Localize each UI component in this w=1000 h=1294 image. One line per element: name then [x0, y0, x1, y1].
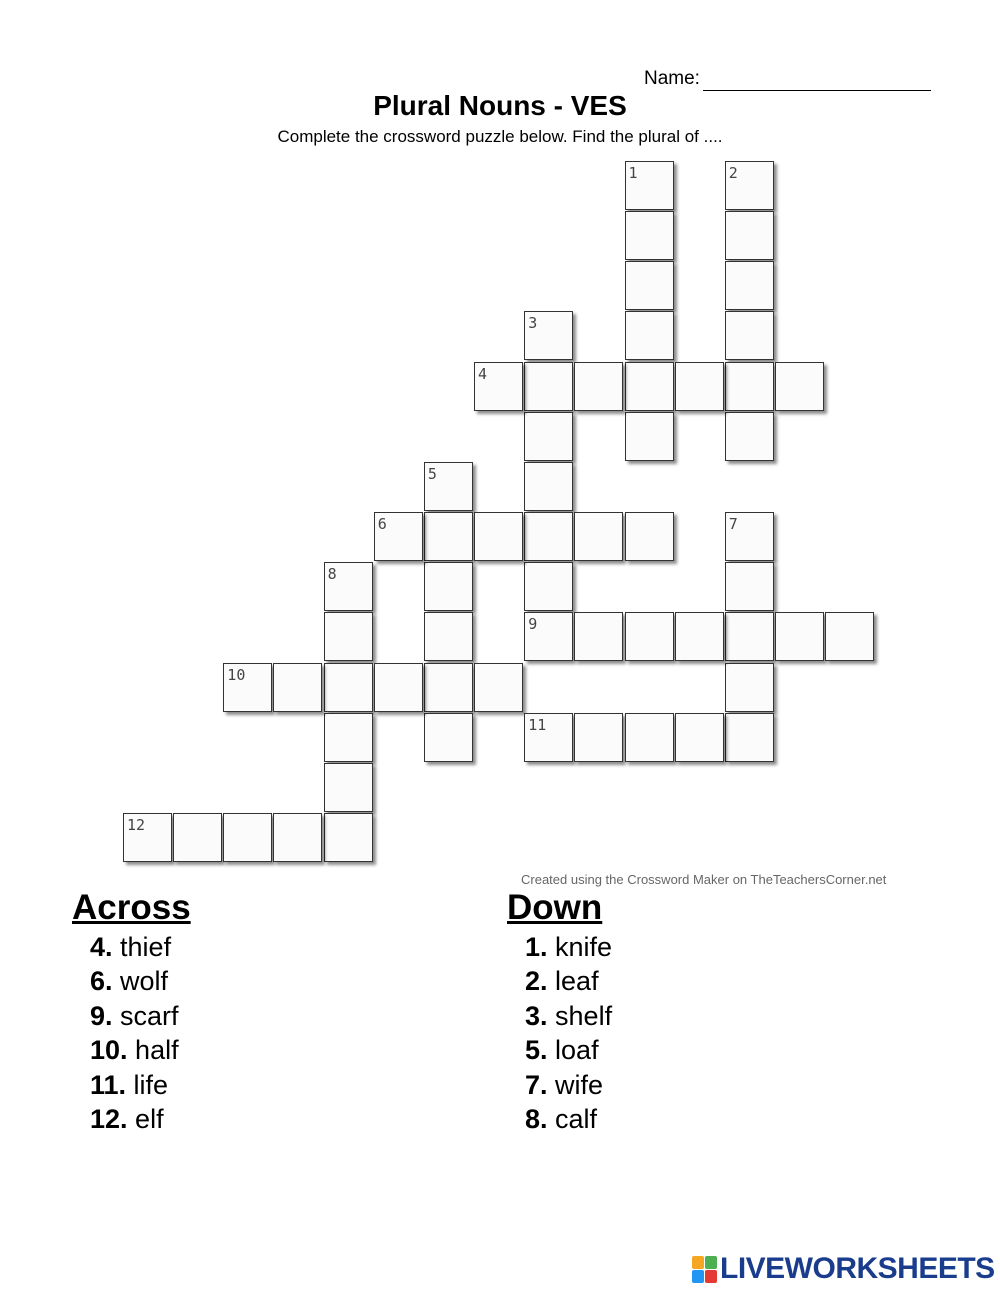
logo-text: LIVEWORKSHEETS [720, 1252, 995, 1285]
crossword-cell[interactable] [524, 311, 573, 360]
crossword-cell[interactable] [574, 362, 623, 411]
letter-input[interactable] [325, 563, 372, 610]
clue-item [90, 999, 179, 1033]
crossword-cell[interactable] [825, 612, 874, 661]
clue-item [90, 1068, 179, 1102]
crossword-cell[interactable] [123, 813, 172, 862]
name-label: Name: [644, 68, 700, 89]
across-heading: Across [72, 888, 191, 927]
crossword-cell[interactable] [725, 211, 774, 260]
crossword-cell[interactable] [775, 612, 824, 661]
letter-input[interactable] [726, 714, 773, 761]
crossword-cell[interactable] [675, 713, 724, 762]
clue-item-text: wolf [112, 966, 169, 997]
crossword-cell[interactable] [424, 713, 473, 762]
clue-item [525, 1033, 612, 1067]
crossword-cell[interactable] [374, 663, 423, 712]
letter-input[interactable] [224, 814, 271, 861]
crossword-cell[interactable] [574, 713, 623, 762]
clue-item [90, 1033, 179, 1067]
clue-item-number: 7. [525, 1069, 548, 1100]
letter-input[interactable] [676, 714, 723, 761]
crossword-cell[interactable] [675, 612, 724, 661]
letter-input[interactable] [525, 463, 572, 510]
letter-input[interactable] [776, 363, 823, 410]
logo-tile [692, 1256, 704, 1269]
letter-input[interactable] [325, 613, 372, 660]
clue-number: 6 [377, 515, 387, 534]
down-heading: Down [507, 888, 603, 927]
letter-input[interactable] [475, 363, 522, 410]
clue-item-text: leaf [547, 966, 599, 997]
crossword-cell[interactable] [725, 311, 774, 360]
across-clue-list [90, 930, 179, 1136]
crossword-cell[interactable] [524, 562, 573, 611]
crossword-cell[interactable] [524, 713, 573, 762]
letter-input[interactable] [626, 262, 673, 309]
crossword-cell[interactable] [474, 663, 523, 712]
crossword-cell[interactable] [625, 412, 674, 461]
clue-item [525, 1068, 612, 1102]
clue-item [525, 999, 612, 1033]
crossword-cell[interactable] [273, 813, 322, 862]
clue-number: 4 [478, 364, 488, 383]
liveworksheets-logo [692, 1252, 995, 1286]
letter-input[interactable] [375, 513, 422, 560]
clue-number: 11 [528, 715, 547, 734]
letter-input[interactable] [626, 212, 673, 259]
clue-item-number: 4. [90, 932, 113, 962]
clue-item-number: 11. [90, 1069, 127, 1100]
letter-input[interactable] [626, 162, 673, 209]
crossword-cell[interactable] [625, 311, 674, 360]
crossword-cell[interactable] [474, 362, 523, 411]
crossword-cell[interactable] [725, 261, 774, 310]
clue-item [90, 964, 179, 998]
instructions: Complete the crossword puzzle below. Find the plural of .... [277, 127, 723, 146]
clue-item-number: 10. [90, 1035, 128, 1066]
crossword-cell[interactable] [324, 612, 373, 661]
letter-input[interactable] [726, 162, 773, 209]
letter-input[interactable] [525, 312, 572, 359]
crossword-cell[interactable] [424, 663, 473, 712]
letter-input[interactable] [726, 212, 773, 259]
clue-item-text: life [126, 1069, 169, 1100]
clue-item-number: 6. [90, 966, 113, 997]
crossword-cell[interactable] [324, 713, 373, 762]
letter-input[interactable] [726, 513, 773, 560]
clue-number: 5 [427, 464, 437, 483]
crossword-cell[interactable] [424, 612, 473, 661]
crossword-cell[interactable] [524, 462, 573, 511]
crossword-cell[interactable] [625, 612, 674, 661]
letter-input[interactable] [525, 714, 572, 761]
logo-tile [692, 1270, 704, 1283]
crossword-cell[interactable] [675, 362, 724, 411]
clue-number: 2 [728, 164, 738, 182]
clue-item [90, 1102, 179, 1136]
crossword-cell[interactable] [625, 161, 674, 210]
clue-item-text: calf [547, 1104, 598, 1135]
crossword-cell[interactable] [524, 362, 573, 411]
letter-input[interactable] [726, 664, 773, 711]
crossword-cell[interactable] [625, 512, 674, 561]
letter-input[interactable] [575, 363, 622, 410]
clue-number: 7 [728, 515, 738, 534]
crossword-cell[interactable] [524, 512, 573, 561]
clue-item-text: elf [127, 1104, 164, 1135]
letter-input[interactable] [475, 513, 522, 560]
crossword-cell[interactable] [725, 412, 774, 461]
letter-input[interactable] [726, 613, 773, 660]
crossword-cell[interactable] [223, 813, 272, 862]
clue-item-number: 1. [525, 932, 548, 962]
crossword-cell[interactable] [775, 362, 824, 411]
crossword-cell[interactable] [273, 663, 322, 712]
clue-number: 9 [528, 615, 538, 634]
crossword-cell[interactable] [324, 763, 373, 812]
letter-input[interactable] [425, 563, 472, 610]
crossword-cell[interactable] [524, 412, 573, 461]
clue-item-number: 9. [90, 1000, 113, 1031]
crossword-cell[interactable] [725, 562, 774, 611]
crossword-cell[interactable] [374, 512, 423, 561]
crossword-cell[interactable] [725, 713, 774, 762]
crossword-cell[interactable] [524, 612, 573, 661]
letter-input[interactable] [425, 613, 472, 660]
credit-text: Created using the Crossword Maker on TheTeachersCorner.net [521, 872, 887, 887]
letter-input[interactable] [575, 513, 622, 560]
crossword-cell[interactable] [424, 462, 473, 511]
crossword-cell[interactable] [574, 612, 623, 661]
crossword-cell[interactable] [725, 612, 774, 661]
crossword-cell[interactable] [625, 261, 674, 310]
letter-input[interactable] [425, 513, 472, 560]
letter-input[interactable] [575, 613, 622, 660]
clue-item-number: 3. [525, 1000, 548, 1031]
clue-item-text: knife [547, 932, 613, 962]
crossword-cell[interactable] [474, 512, 523, 561]
clue-item [90, 930, 179, 964]
letter-input[interactable] [626, 513, 673, 560]
letter-input[interactable] [626, 613, 673, 660]
letter-input[interactable] [174, 814, 221, 861]
clue-item-text: wife [547, 1069, 604, 1100]
crossword-cell[interactable] [625, 713, 674, 762]
letter-input[interactable] [425, 664, 472, 711]
letter-input[interactable] [475, 664, 522, 711]
crossword-cell[interactable] [324, 813, 373, 862]
clue-item-text: half [127, 1035, 179, 1066]
clue-item-number: 12. [90, 1104, 128, 1135]
crossword-cell[interactable] [725, 362, 774, 411]
logo-icon [692, 1256, 716, 1282]
clue-number: 12 [127, 815, 146, 834]
clue-item-text: loaf [547, 1035, 599, 1066]
clue-item [525, 930, 612, 964]
letter-input[interactable] [325, 714, 372, 761]
letter-input[interactable] [425, 463, 472, 510]
crossword-cell[interactable] [725, 161, 774, 210]
letter-input[interactable] [325, 814, 372, 861]
crossword-cell[interactable] [324, 663, 373, 712]
crossword-cell[interactable] [625, 362, 674, 411]
letter-input[interactable] [375, 664, 422, 711]
clue-number: 10 [227, 665, 246, 684]
letter-input[interactable] [626, 714, 673, 761]
letter-input[interactable] [325, 664, 372, 711]
crossword-cell[interactable] [424, 562, 473, 611]
crossword-cell[interactable] [173, 813, 222, 862]
letter-input[interactable] [525, 613, 572, 660]
clue-item-text: shelf [547, 1000, 613, 1031]
letter-input[interactable] [525, 563, 572, 610]
letter-input[interactable] [124, 814, 171, 861]
letter-input[interactable] [726, 312, 773, 359]
clue-item-text: thief [112, 932, 172, 962]
clue-item-number: 5. [525, 1035, 548, 1066]
crossword-cell[interactable] [324, 562, 373, 611]
crossword-cell[interactable] [574, 512, 623, 561]
crossword-cell[interactable] [725, 512, 774, 561]
letter-input[interactable] [626, 363, 673, 410]
crossword-cell[interactable] [625, 211, 674, 260]
clue-item-number: 2. [525, 966, 548, 997]
letter-input[interactable] [274, 814, 321, 861]
letter-input[interactable] [224, 664, 271, 711]
crossword-cell[interactable] [725, 663, 774, 712]
page-title: Plural Nouns - VES [373, 90, 627, 121]
letter-input[interactable] [726, 363, 773, 410]
letter-input[interactable] [826, 613, 873, 660]
clue-number: 8 [327, 565, 337, 584]
letter-input[interactable] [575, 714, 622, 761]
clue-item [525, 1102, 612, 1136]
letter-input[interactable] [676, 363, 723, 410]
letter-input[interactable] [525, 513, 572, 560]
letter-input[interactable] [726, 563, 773, 610]
down-clue-list [525, 930, 612, 1136]
letter-input[interactable] [274, 664, 321, 711]
letter-input[interactable] [425, 714, 472, 761]
letter-input[interactable] [626, 312, 673, 359]
clue-item [525, 964, 612, 998]
letter-input[interactable] [325, 764, 372, 811]
crossword-cell[interactable] [424, 512, 473, 561]
clue-item-number: 8. [525, 1104, 548, 1135]
clue-item-text: scarf [112, 1000, 179, 1031]
letter-input[interactable] [626, 413, 673, 460]
letter-input[interactable] [726, 413, 773, 460]
crossword-cell[interactable] [223, 663, 272, 712]
logo-tile [705, 1256, 717, 1269]
letter-input[interactable] [776, 613, 823, 660]
clue-number: 1 [628, 164, 638, 182]
logo-tile [705, 1270, 717, 1283]
letter-input[interactable] [676, 613, 723, 660]
clue-number: 3 [528, 314, 538, 333]
letter-input[interactable] [726, 262, 773, 309]
letter-input[interactable] [525, 413, 572, 460]
letter-input[interactable] [525, 363, 572, 410]
